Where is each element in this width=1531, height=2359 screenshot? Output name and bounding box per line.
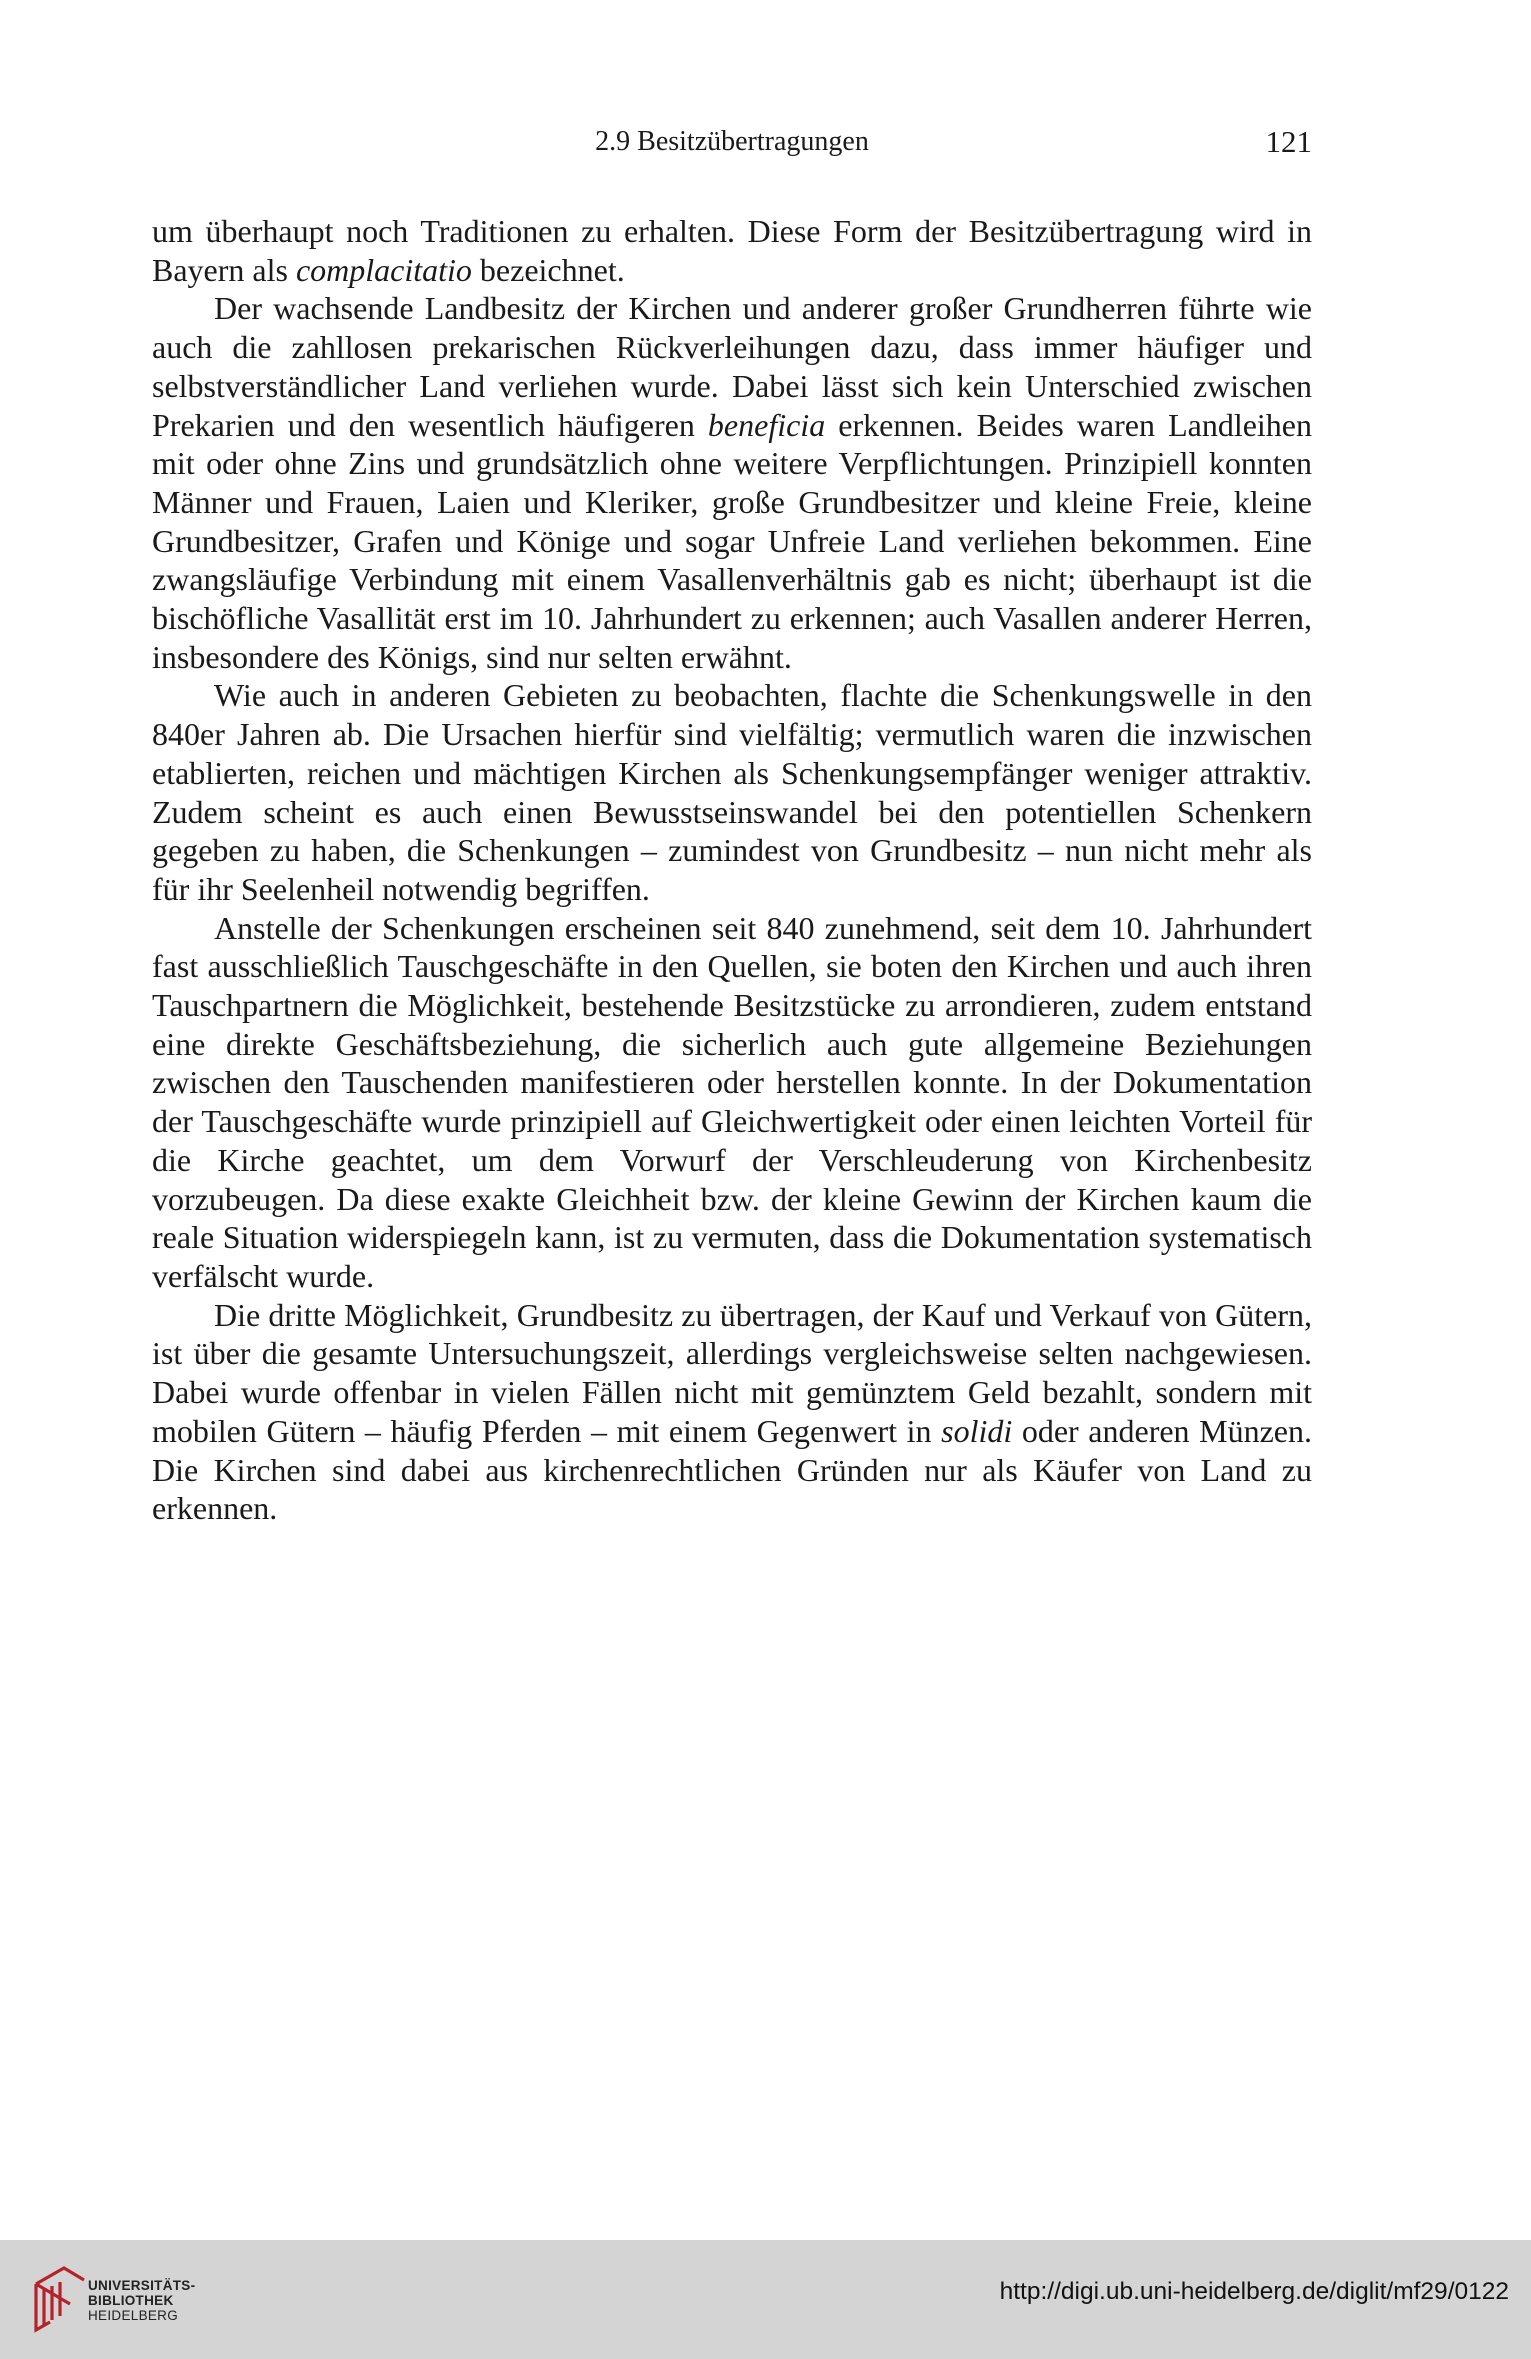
italic-term: beneficia bbox=[707, 406, 826, 443]
paragraph-4: Anstelle der Schenkungen erscheinen seit 840 zunehmend, seit dem 10. Jahrhundert fast ausschließlich Tauschgeschäfte in den Quellen, sie boten den Kirchen und auch ihren Tauschpartnern die Möglichkeit, bestehende Besitzstücke zu arrondieren, zudem entstand eine direkte Geschäftsbeziehung, die sicherlich auch gute allgemeine Beziehungen zwischen den Tauschenden manifestieren oder herstellen konnte. In der Dokumentation der Tauschgeschäfte wurde prinzipiell auf Gleichwertigkeit oder einen leichten Vorteil für die Kirche geachtet, um dem Vorwurf der Verschleuderung von Kirchenbesitz vorzubeugen. Da diese exakte Gleichheit bzw. der kleine Gewinn der Kirchen kaum die reale Situation widerspiegeln kann, ist zu vermuten, dass die Dokumentation systematisch verfälscht wurde. bbox=[152, 909, 1312, 1294]
italic-term: solidi bbox=[941, 1412, 1013, 1449]
running-title: 2.9 Besitzübertragungen bbox=[595, 126, 869, 157]
library-name: UNIVERSITÄTS- BIBLIOTHEK HEIDELBERG bbox=[88, 2278, 196, 2323]
running-head bbox=[152, 122, 1312, 162]
italic-term: complacitatio bbox=[295, 251, 472, 288]
paragraph-3: Wie auch in anderen Gebieten zu beobachten, flachte die Schenkungswelle in den 840er Jahren ab. Die Ursachen hierfür sind vielfältig; vermutlich waren die inzwischen etablierten, reichen und mächtigen Kirchen als Schenkungsempfänger weniger attraktiv. Zudem scheint es auch einen Bewusstseinswandel bei den potentiellen Schenkern gegeben zu haben, die Schenkungen – zumindest von Grundbesitz – nun nicht mehr als für ihr Seelenheil notwendig begriffen. bbox=[152, 677, 1312, 907]
paragraph-2: Der wachsende Landbesitz der Kirchen und anderer großer Grundherren führte wie auch die zahllosen prekarischen Rückverleihungen dazu, dass immer häufiger und selbstverständlicher Land verliehen wurde. Dabei lässt sich kein Unterschied zwischen Prekarien und den wesentlich häufigeren beneficia erkennen. Beides waren Landleihen mit oder ohne Zins und grundsätzlich ohne weitere Verpflichtungen. Prinzipiell konnten Männer und Frauen, Laien und Kleriker, große Grundbesitzer und kleine Freie, kleine Grundbesitzer, Grafen und Könige und sogar Unfreie Land verliehen bekommen. Eine zwangsläufige Verbindung mit einem Vasallenverhältnis gab es nicht; überhaupt ist die bischöfliche Vasallität erst im 10. Jahrhundert zu erkennen; auch Vasallen anderer Herren, insbesondere des Königs, sind nur selten erwähnt. bbox=[152, 290, 1313, 675]
library-logo-icon bbox=[30, 2260, 90, 2338]
source-url[interactable]: http://digi.ub.uni-heidelberg.de/diglit/mf29/0122 bbox=[999, 2278, 1509, 2305]
page-number: 121 bbox=[1265, 124, 1312, 159]
body-text bbox=[152, 212, 1312, 1528]
paragraph-5: Die dritte Möglichkeit, Grundbesitz zu übertragen, der Kauf und Verkauf von Gütern, ist über die gesamte Untersuchungszeit, allerdings vergleichsweise selten nachgewiesen. Dabei wurde offenbar in vielen Fällen nicht mit gemünztem Geld bezahlt, sondern mit mobilen Gütern – häufig Pferden – mit einem Gegenwert in solidi oder anderen Münzen. Die Kirchen sind dabei aus kirchenrechtlichen Gründen nur als Käufer von Land zu erkennen. bbox=[152, 1296, 1313, 1527]
paragraph-1: um überhaupt noch Traditionen zu erhalten. Diese Form der Besitzübertragung wird in Bayern als complacitatio bezeichnet. bbox=[152, 213, 1312, 288]
digitization-footer bbox=[0, 2240, 1531, 2359]
